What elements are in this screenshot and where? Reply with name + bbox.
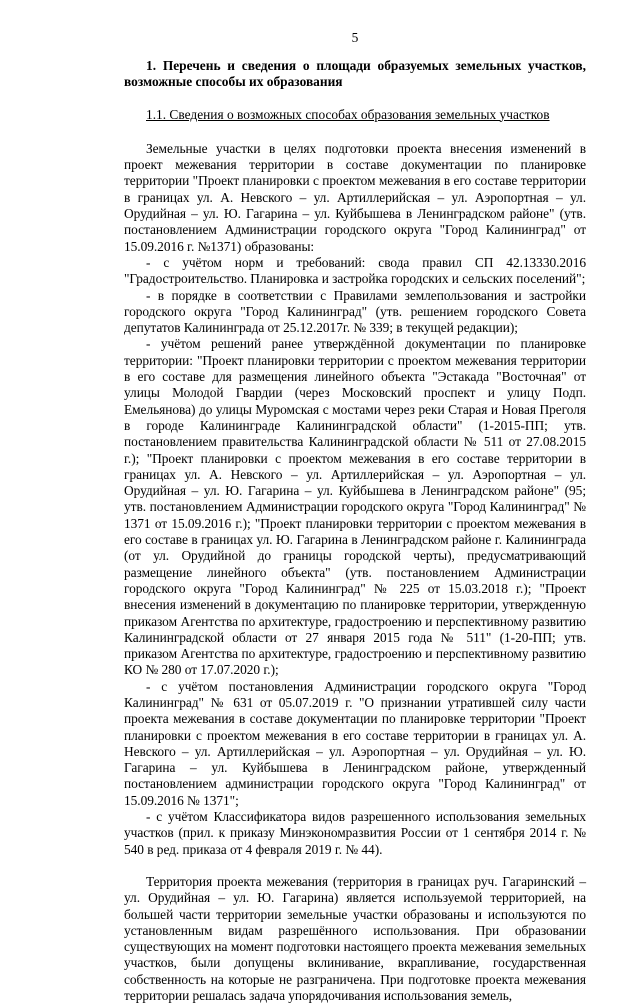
paragraph-norms: - с учётом норм и требований: свода правил СП 42.13330.2016 "Градостроительство. Планировка и застройка городских и сельских поселений"; [124, 254, 586, 287]
section-title: 1. Перечень и сведения о площади образуемых земельных участков, возможные способы их образования [124, 58, 586, 90]
paragraph-intro: Земельные участки в целях подготовки проекта внесения изменений в проект межевания территории в составе документации по планировке территории "Проект планировки с проектом межевания в его составе территории в границах ул. А. Невского – ул. Артиллерийская – ул. Аэропортная – ул. Орудийная – ул. Ю. Гагарина – ул. Куйбышева в Ленинградском районе" (утв. постановлением Администрации городского округа "Город Калининград" от 15.09.2016 г. №1371) образованы: [124, 140, 586, 254]
paragraph-rules: - в порядке в соответствии с Правилами землепользования и застройки городского округа "Город Калининград" (утв. решением городского Совета депутатов Калининграда от 25.12.2017г. № 339; в текущей редакции); [124, 287, 586, 336]
paragraph-classifier: - с учётом Классификатора видов разрешенного использования земельных участков (прил. к приказу Минэкономразвития России от 1 сентября 2014 г. № 540 в ред. приказа от 4 февраля 2019 г. № 44). [124, 809, 586, 857]
paragraph-territory: Территория проекта межевания (территория в границах руч. Гагаринский – ул. Орудийная – ул. Ю. Гагарина) является используемой территорией, на большей части территории земельные участки образованы и используются по установленным видам разрешённого использования. При образовании существующих на момент подготовки настоящего проекта межевания земельных участков, были допущены вклинивание, вкрапливание, государственная собственность на которые не разграничена. При подготовке проекта межевания территории решалась задача упорядочивания использования земель, [124, 873, 586, 1004]
subsection-title-text: 1.1. Сведения о возможных способах образования земельных участков [146, 106, 550, 122]
paragraph-resolution: - с учётом постановления Администрации городского округа "Город Калининград" № 631 от 05.07.2019 г. "О признании утратившей силу части проекта межевания в составе документации по планировке территории "Проект планировки с проектом межевания в его составе территории в границах ул. А. Невского – ул. Артиллерийская – ул. Аэропортная – ул. Орудийная – ул. Ю. Гагарина – ул. Куйбышева в Ленинградском районе, утвержденный постановлением администрации городского округа "Город Калининград" от 15.09.2016 № 1371"; [124, 678, 586, 808]
page-number: 5 [351, 30, 359, 45]
subsection-title [124, 107, 586, 123]
paragraph-prior-documentation: - учётом решений ранее утверждённой документации по планировке территории: "Проект планировки территории с проектом межевания территории в его составе для размещения линейного объекта "Эстакада "Восточная" от улицы Молодой Гвардии (через Московский проспект и улицу Подп. Емельянова) до улицы Муромская с мостами через реки Старая и Новая Преголя в городе Калининграде Калининградской области" (1-2015-ПП; утв. постановлением правительства Калининградской области № 511 от 27.08.2015 г.); "Проект планировки с проектом межевания в его составе территории в границах ул. А. Невского – ул. Артиллерийская – ул. Аэропортная – ул. Орудийная – ул. Ю. Гагарина – ул. Куйбышева в Ленинградском районе" (95; утв. постановлением Администрации городского округа "Город Калининград" № 1371 от 15.09.2016 г.); "Проект планировки территории с проектом межевания в его составе в границах ул. Ю. Гагарина в Ленинградском районе г. Калининграда (от ул. Орудийной до границы городской черты), предусматривающий размещение линейного объекта" (утв. постановлением Администрации городского округа "Город Калининград" № 225 от 15.03.2018 г.); "Проект внесения изменений в документацию по планировке территории, утвержденную приказом Агентства по архитектуре, градостроению и перспективному развитию Калининградской области от 27 января 2015 года № 511" (1-20-ПП; утв. приказом Агентства по архитектуре, градостроению и перспективному развитию КО № 280 от 17.07.2020 г.); [124, 336, 586, 678]
